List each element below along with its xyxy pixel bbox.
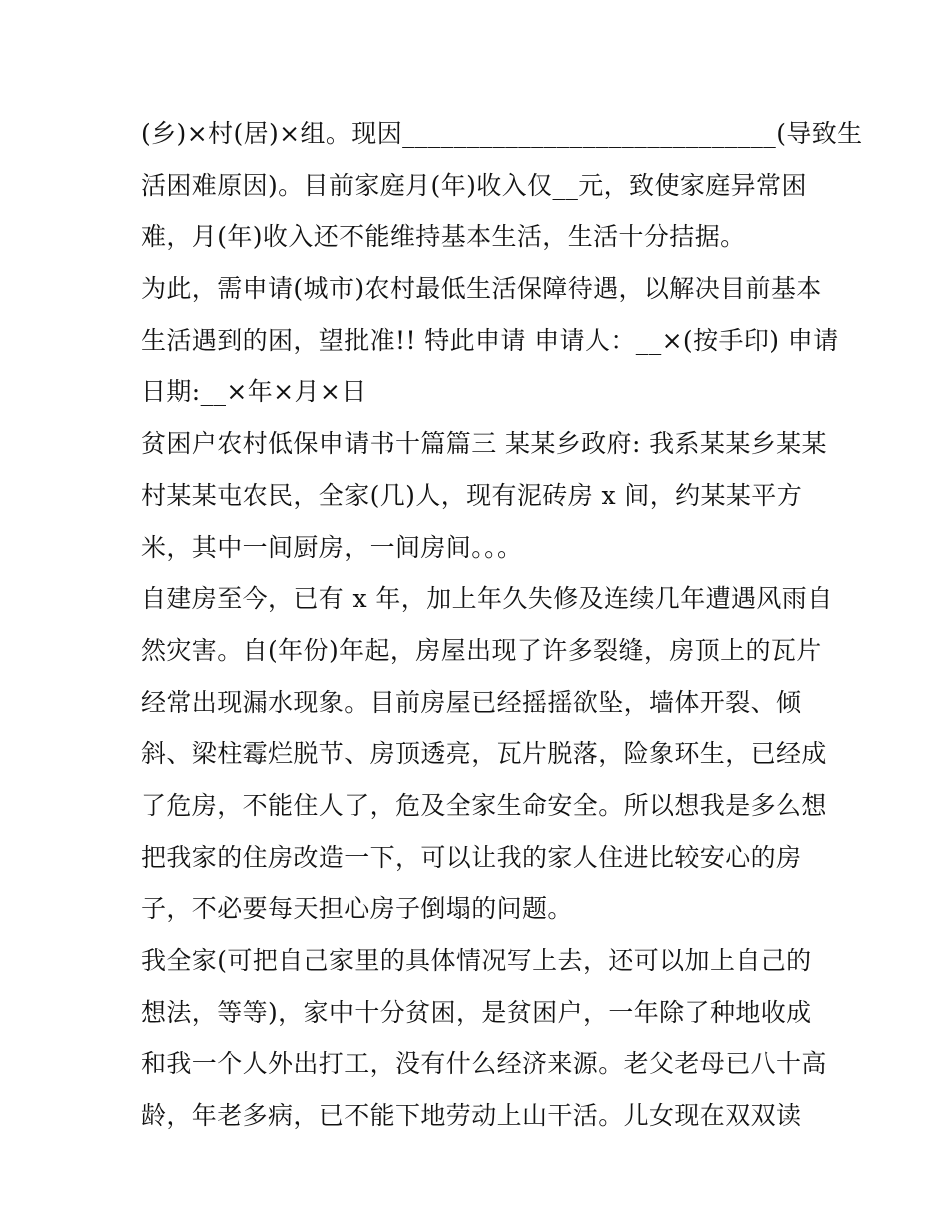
text-line: 经常出现漏水现象。目前房屋已经摇摇欲坠，墙体开裂、倾 [141, 687, 802, 717]
text-line: 活困难原因)。目前家庭月(年)收入仅__元，致使家庭异常困 [141, 170, 807, 200]
text-line: 日期:__×年×月×日 [141, 377, 367, 407]
text-line: 难，月(年)收入还不能维持基本生活，生活十分拮据。 [141, 222, 746, 252]
text-line: 了危房，不能住人了，危及全家生命安全。所以想我是多么想 [141, 790, 827, 820]
text-line: 和我一个人外出打工，没有什么经济来源。老父老母已八十高 [141, 1049, 827, 1079]
text-line: 龄，年老多病，已不能下地劳动上山干活。儿女现在双双读 [141, 1101, 802, 1131]
document-body [141, 108, 863, 1142]
text-line: 生活遇到的困，望批准!! 特此申请 申请人：__×(按手印) 申请 [141, 325, 839, 355]
text-line: 想法，等等)，家中十分贫困，是贫困户，一年除了种地收成 [141, 997, 812, 1027]
text-line: 贫困户农村低保申请书十篇篇三 某某乡政府: 我系某某乡某某 [141, 429, 827, 459]
text-line: 子，不必要每天担心房子倒塌的问题。 [141, 894, 573, 924]
text-line: 然灾害。自(年份)年起，房屋出现了许多裂缝，房顶上的瓦片 [141, 635, 822, 665]
text-line: 自建房至今，已有 x 年，加上年久失修及连续几年遭遇风雨自 [141, 584, 833, 614]
text-line: 把我家的住房改造一下，可以让我的家人住进比较安心的房 [141, 842, 802, 872]
text-line: 我全家(可把自己家里的具体情况写上去，还可以加上自己的 [141, 946, 812, 975]
text-line: 村某某屯农民，全家(几)人，现有泥砖房 x 间，约某某平方 [141, 480, 803, 510]
text-line: 为此，需申请(城市)农村最低生活保障待遇，以解决目前基本 [141, 274, 822, 304]
text-line: (乡)×村(居)×组。现因_____________________________(导致生 [141, 119, 863, 148]
text-line: 斜、梁柱霉烂脱节、房顶透亮，瓦片脱落，险象环生，已经成 [141, 739, 827, 769]
text-line: 米，其中一间厨房，一间房间。。。 [141, 532, 523, 562]
